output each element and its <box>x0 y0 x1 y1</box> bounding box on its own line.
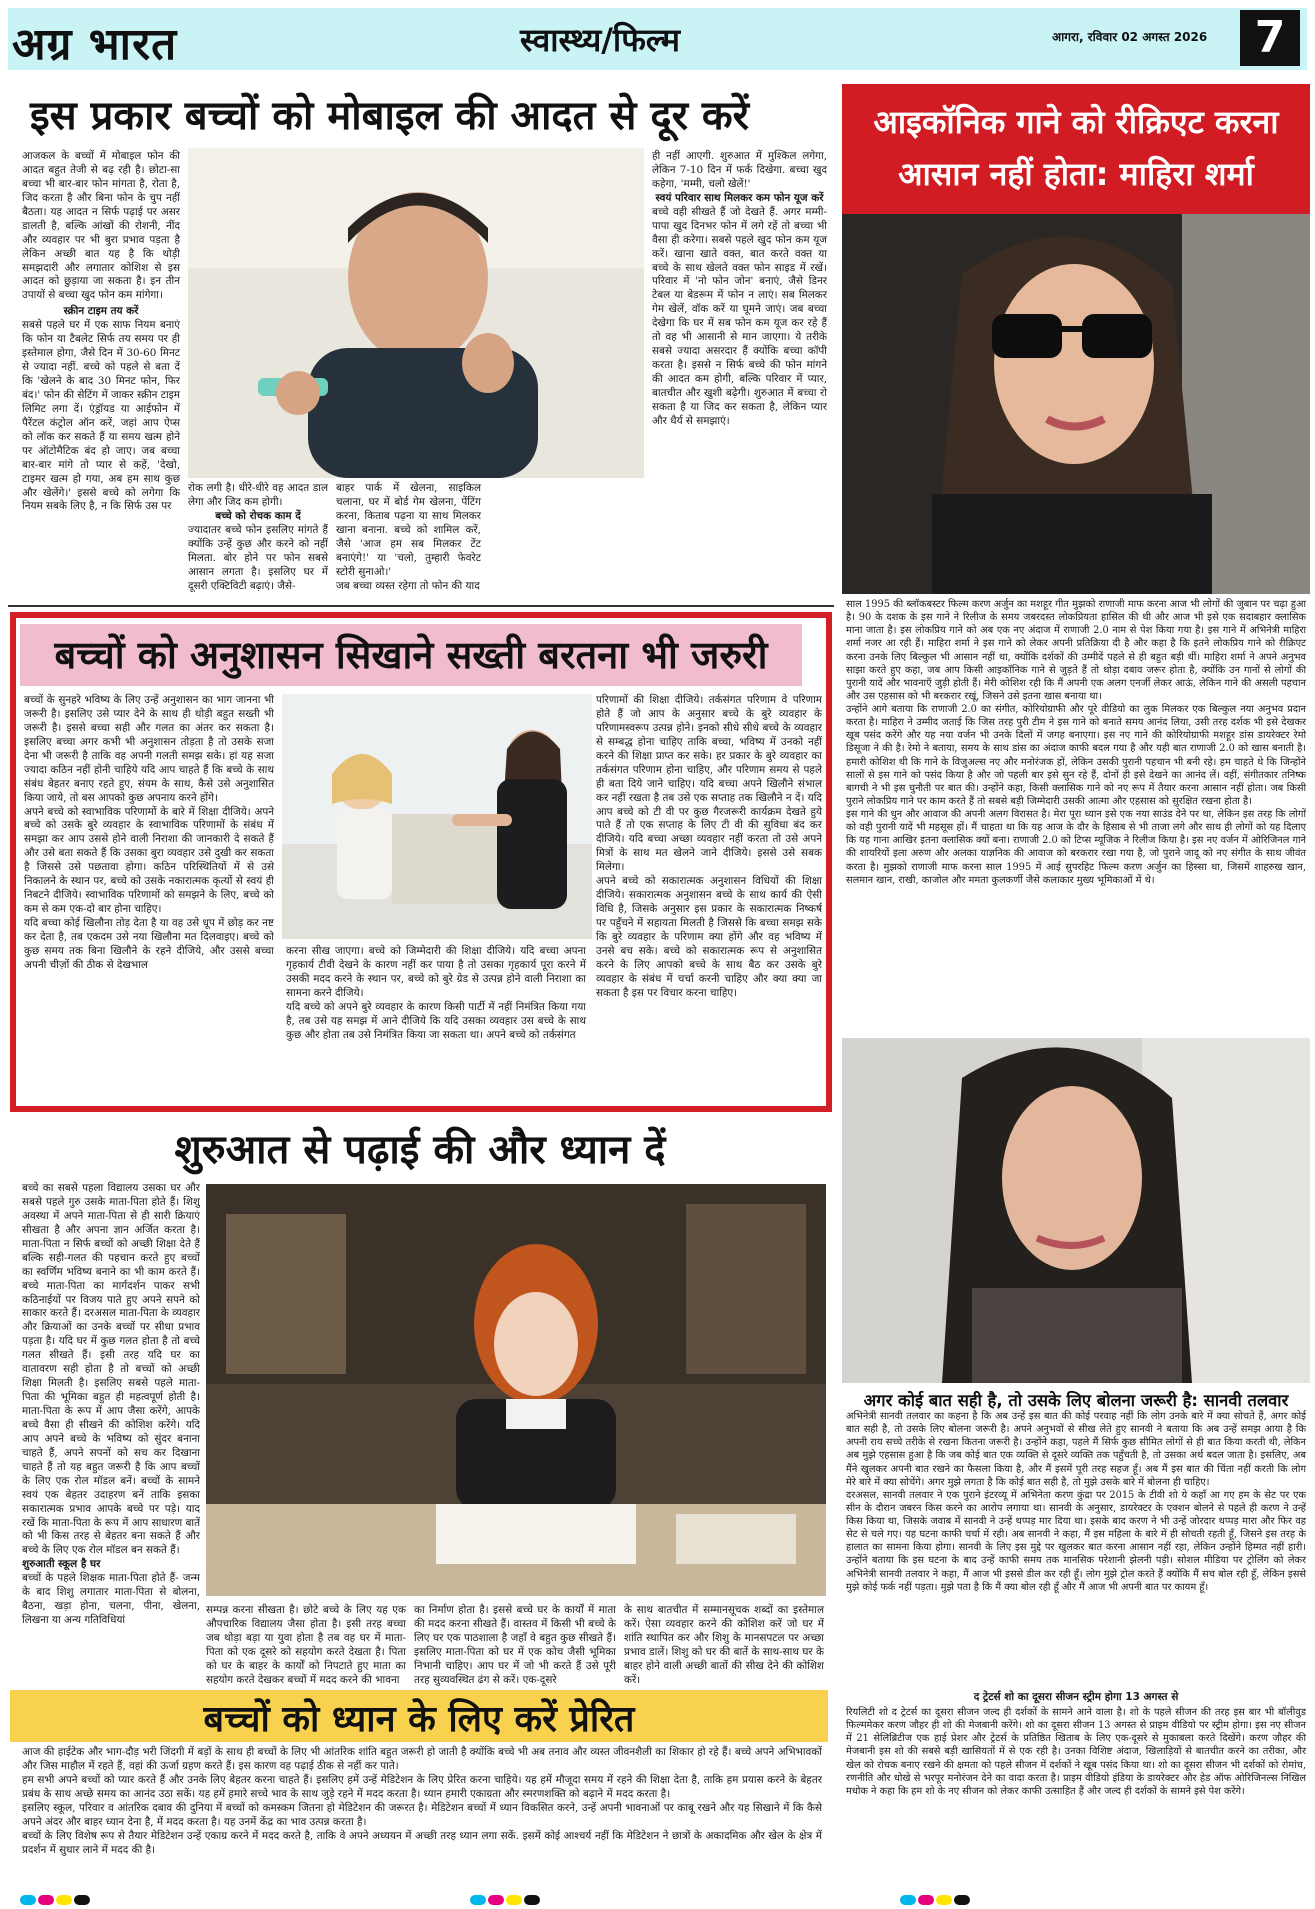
story1-column-2 <box>188 482 328 602</box>
story1-col3-text: बाहर पार्क में खेलना, साइकिल चलाना, घर में बोर्ड गेम खेलना, पेंटिंग करना, किताब पढ़ना या साथ मिलकर खाना बनाना. बच्चे को शामिल करें, जैसे 'आज हम सब मिलकर टेंट बनाएंगे!' या 'चलो, तुम्हारी फेवरेट स्टोरी सुनाओ।' <box>336 482 481 578</box>
story3-column-1 <box>22 1182 200 1682</box>
story1-col1b-text: सबसे पहले घर में एक साफ नियम बनाएं कि फोन या टैबलेट सिर्फ तय समय पर ही इस्तेमाल होगा, जैसे दिन में 30-60 मिनट से ज्यादा नहीं. बच्चे को पहले से बता दें कि 'खेलने के बाद 30 मिनट फोन, फिर बंद।' फोन की सेटिंग में जाकर स्क्रीन टाइम लिमिट लगा दें। एंड्रॉयड या आईफोन में पैरेंटल कंट्रोल ऑन करें, जहां आप ऐप्स को लॉक कर सकते हैं या समय खत्म होने पर ऑटोमैटिक बंद हो जाए। जब बच्चा बार-बार मांगे तो प्यार से कहें, 'देखो, टाइमर खत्म हो गया, अब हम साथ कुछ और खेलेंगे।' इससे बच्चे को लगेगा कि नियम सबके लिए है, न कि सिर्फ उस पर <box>22 319 180 513</box>
newspaper-name: अग्र भारत <box>12 19 178 70</box>
story1-column-1 <box>22 150 180 600</box>
story2-column-3 <box>596 694 822 1102</box>
story2-column-1 <box>24 694 274 1102</box>
story1-headline: इस प्रकार बच्चों को मोबाइल की आदत से दूर करें <box>30 93 749 139</box>
right2-photo-sanvi-talwar <box>842 1038 1310 1383</box>
story1-column-4 <box>652 150 827 600</box>
right2-body-traitors <box>846 1706 1306 1876</box>
story2-col2-text: करना सीख जाएगा। बच्चे को जिम्मेदारी की शिक्षा दीजिये। यदि बच्चा अपना गृहकार्य टीवी देखने के कारण नहीं कर पाया है तो उसका गृहकार्य पूरा करने में उसकी मदद करने के स्थान पर, बच्चे को बुरे ग्रेड से उत्पन्न होने वाली निराशा का सामना करने दीजिये। <box>286 945 586 999</box>
right1-headline: आइकॉनिक गाने को रीक्रिएट करना आसान नहीं होता: माहिरा शर्मा <box>873 103 1279 193</box>
story3-headline: शुरुआत से पढ़ाई की और ध्यान दें <box>174 1127 666 1173</box>
story2-col1-text: बच्चों के सुनहरे भविष्य के लिए उन्हें अनुशासन का भाग जानना भी जरूरी है। इसलिए उसे प्यार देने के साथ ही थोड़ी बहुत सख्ती भी जरूरी है। इससे बच्चा सही और गलत का अंतर कर सकता है। इसलिए बच्चा अगर कभी भी अनुशासन तोड़ता है तो उसके सजा देना भी जरूरी है ताकि वह अपनी गलती समझ सके। हां यह सजा ज्यादा कठिन नहीं होनी चाहिये यदि आप चाहते हैं कि बच्चे के साथ संबंध बेहतर बनाए रहते हुए, संयम के साथ, कैसे उसे अनुशासित किया जाये, तो बस आपको कुछ अपनाय करने होंगे। <box>24 694 274 804</box>
print-registration-marks <box>900 1890 972 1902</box>
story4-para-1: आज की हाईटेक और भाग-दौड़ भरी जिंदगी में बड़ों के साथ ही बच्चों के लिए भी आंतरिक शांति बहुत जरूरी हो जाती है क्योंकि बच्चे भी अब तनाव और व्यस्त जीवनशैली का शिकार हो रहे हैं। बच्चे अपने अभिभावकों और जिस माहौल में रहते हैं, वहां की ऊर्जा ग्रहण करते हैं। इस कारण वह पढ़ाई ठीक से नहीं कर पाते। <box>22 1746 822 1772</box>
story3-col2-text: सम्पन्न करना सीखता है। छोटे बच्चे के लिए यह एक औपचारिक विद्यालय जैसा होता है। इसी तरह बच्चा जब थोड़ा बड़ा या युवा होता है तब वह घर में माता-पिता को एक दूसरे को सहयोग करते देखता है। पिता को घर के बाहर के कार्यों को निपटाते हुए माता का सहयोग करते देखकर बच्चों में मदद करने की भावना <box>206 1604 406 1686</box>
story4-body <box>22 1746 822 1876</box>
story4-headline: बच्चों को ध्यान के लिए करें प्रेरित <box>203 1699 635 1740</box>
story3-col4-text: के साथ बातचीत में सम्मानसूचक शब्दों का इस्तेमाल करें। ऐसा व्यवहार करने की कोशिश करें जो घर में शांति स्थापित कर और शिशु के मानसपटल पर अच्छा प्रभाव डालें। शिशु को घर की बातें के साथ-साथ घर के बाहर होने वाली अच्छी बातों की सीख देने की कोशिश करें। <box>624 1604 824 1686</box>
story1-col1-text: आजकल के बच्चों में मोबाइल फोन की आदत बहुत तेजी से बढ़ रही है। छोटा-सा बच्चा भी बार-बार फोन मांगता है, रोता है, जिद करता है और बिना फोन के चुप नहीं बैठता। यह आदत न सिर्फ पढ़ाई पर असर डालती है, बल्कि आंखों की रोशनी, नींद और व्यवहार पर भी बुरा प्रभाव पड़ता है लेकिन अच्छी बात यह है कि थोड़ी समझदारी और लगातार कोशिश से इस आदत को छुड़ाया जा सकता है। इन तीन उपायों से बच्चा खुद फोन कम मांगेगा। <box>22 150 180 302</box>
story3-col3-text: का निर्माण होता है। इससे बच्चे घर के कार्यों में माता की मदद करना सीखते हैं। वास्तव में किसी भी बच्चे के लिए घर एक पाठशाला है जहाँ वे बहुत कुछ सीखते हैं। इसलिए माता-पिता को घर में एक कोच जैसी भूमिका निभानी चाहिए। आप घर में जो भी करते हैं उसे पूरी तरह सुव्यवस्थित ढंग से करें। एक-दूसरे <box>414 1604 616 1686</box>
story3-column-3 <box>414 1604 616 1684</box>
right2-para-1: अभिनेत्री सानवी तलवार का कहना है कि अब उन्हें इस बात की कोई परवाह नहीं कि लोग उनके बारे में क्या सोचते हैं, अगर कोई बात सही है, तो उसके लिए बोलना जरूरी है। अपने अनुभवों से सीख लेते हुए सानवी ने बताया कि अब उन्हें समझ आया है कि अपनी राय सच्चे तरीके से रखना कितना जरूरी है। उन्होंने कहा, पहले मैं सिर्फ कुछ सीमित लोगों से ही बात किया करती थी, लेकिन अब मुझे एहसास हुआ है कि जब कोई बात एक व्यक्ति से दूसरे व्यक्ति तक पहुँचती है, तो उसका अर्थ बदल जाता है। इसलिए, अब मैंने खुलकर अपनी बात रखने का फैसला किया है, और मैं इसमें पूरी तरह सहज हूँ। अब मैं इस बात की चिंता नहीं करती कि लोग मेरे बारे में क्या सोचेंगे। अगर मुझे लगता है कि कोई बात सही है, तो मुझे उसके बारे में बोलना ही चाहिए। <box>846 1411 1306 1488</box>
section-title: स्वास्थ्य/फिल्म <box>520 21 681 59</box>
right1-body <box>846 598 1306 1028</box>
story1-col4-text: ही नहीं आएगी. शुरुआत में मुश्किल लगेगा, लेकिन 7-10 दिन में फर्क दिखेगा. बच्चा खुद कहेगा, 'मम्मी, चलो खेलें!' <box>652 150 827 190</box>
story3-photo-girl-studying <box>206 1184 826 1596</box>
story-divider <box>8 605 834 607</box>
print-registration-marks <box>470 1890 542 1902</box>
right1-para-2: उन्होंने आगे बताया कि राणाजी 2.0 का संगीत, कोरियोग्राफी और पूरे वीडियो का लुक मिलकर एक बिल्कुल नया अनुभव प्रदान करता है। माहिरा ने उम्मीद जताई कि जिस तरह पुरी टीम ने इस गाने को बनाते समय आनंद लिया, उसी तरह दर्शक भी इसे देखकर खूब पसंद करेंगे और यह नया वर्जन भी उनके दिलों में जगह बनाएगा। इस नए गाने की कोरियोग्राफी मशहूर डांस डायरेक्टर रेमो डिसूजा ने की है। रेमो ने बताया, समय के साथ डांस का अंदाज काफी बदल गया है और यही बात राणाजी 2.0 को खास बनाती है। हमारी कोशिश थी कि गाने के विजुअल्स नए और मनोरंजक हों, लेकिन उसकी पुरानी पहचान भी बनी रहे। हम चाहते थे कि जिन्होंने सालों से इस गाने को पसंद किया है और जो पहली बार इसे सुन रहे हैं, दोनों ही इसे देखने का आनंद लें। वहीं, संगीतकार तनिष्क बागची ने भी इस चुनौती पर बात की। उन्होंने कहा, किसी क्लासिक गाने को नए रूप में तैयार करना आसान नहीं होता। जब किसी पुराने लोकप्रिय गाने पर काम करते हैं तो सबसे बड़ी जिम्मेदारी उसकी आत्मा और एहसास को सुरक्षित रखना होता है। <box>846 704 1306 807</box>
issue-date: आगरा, रविवार 02 अगस्त 2026 <box>1052 30 1208 44</box>
right2-subheadline: द ट्रेटर्स शो का दूसरा सीजन स्ट्रीम होगा 13 अगस्त से <box>973 1691 1179 1703</box>
story2-col3-text: परिणामों की शिक्षा दीजिये। तर्कसंगत परिणाम वे परिणाम होते हैं जो आप के अनुसार बच्चे के बुरे व्यवहार के परिणामस्वरूप उत्पन्न होने। इनको सीधे सीधे बच्चे के व्यवहार से सम्बद्ध होना चाहिए ताकि बच्चा, भविष्य में उनको नहीं करने की शिक्षा प्राप्त कर सके। हर प्रकार के बुरे व्यवहार का तर्कसंगत परिणाम होना चाहिए, और परिणाम समय से पहले ही बता दिये जाने चाहिए। यदि बच्चा अपने खिलौने संभाल कर नहीं रखता है तब उसे एक सप्ताह तक खिलौने न दें। यदि आप बच्चे को टी वी पर कुछ गैरजरूरी कार्यक्रम देखते हुये पाते हैं तो एक सप्ताह के लिए टी वी की सुविधा बंद कर दीजिये। यदि बच्चा अच्छा व्यवहार नहीं करता तो उसे अपने मित्रों के साथ मत खेलने जाने दीजिये। इससे उसे सबक मिलेगा। <box>596 694 822 874</box>
story2-col2b-text: यदि बच्चे को अपने बुरे व्यवहार के कारण किसी पार्टी में नहीं निमंत्रित किया गया है, तब उसे यह समझ में आने दीजिये कि यदि उसका व्यवहार उस बच्चे के साथ कुछ और होता तब उसे निमंत्रित किया जा सकता था। अपने बच्चे को तर्कसंगत <box>286 1000 586 1041</box>
story1-col4b-text: बच्चे वही सीखते हैं जो देखते हैं. अगर मम्मी-पापा खुद दिनभर फोन में लगे रहें तो बच्चा भी वैसा ही करेगा। सबसे पहले खुद फोन कम यूज करें। खाना खाते वक्त, बात करते वक्त या बच्चे के साथ खेलते वक्त फोन साइड में रखें। परिवार में 'नो फोन जोन' बनाएं, जैसे डिनर टेबल या बेडरूम में फोन न लाएं। सब मिलकर गेम खेलें, वॉक करें या घूमने जाएं। जब बच्चा देखेगा कि घर में सब फोन कम यूज कर रहे हैं तो वह भी आसानी से मान जाएगा। ये तरीके सबसे ज्यादा असरदार हैं क्योंकि बच्चा कॉपी करता है। इससे न सिर्फ बच्चे की फोन मांगने की आदत कम होगी, बल्कि परिवार में प्यार, बातचीत और खुशी बढ़ेगी। शुरुआत में बच्चा रो सकता है या जिद कर सकता है, लेकिन प्यार और धैर्य से समझाएं। <box>652 205 827 427</box>
story1-subhead-family: स्वयं परिवार साथ मिलकर कम फोन यूज करें <box>655 191 824 204</box>
story2-col1b-text: अपने बच्चे को स्वाभाविक परिणामों के बारे में शिक्षा दीजिये। अपने बच्चे को उसके बुरे व्यवहार के स्वाभाविक परिणामों के संबंध में समझा कर आप उससे होने वाली निराशा की जानकारी दे सकते हैं और उसे बता सकते हैं कि उसका बुरा व्यवहार उसे दुखी कर सकता है जिससे उसे पछतावा होगा। कठिन परिस्थितियों में से उसे निकालने के स्थान पर, बच्चे को उसके नकारात्मक कृत्यों से स्वयं ही निबटने दीजिये। स्वाभाविक परिणामों को समझने के लिए, बच्चे को कम से कम एक-दो बार होना चाहिए। <box>24 805 274 916</box>
story1-col3b-text: जब बच्चा व्यस्त रहेगा तो फोन की याद <box>336 579 480 592</box>
story1-photo-boy-with-phone <box>188 148 644 478</box>
right2-para-2: दरअसल, सानवी तलवार ने एक पुराने इंटरव्यू में अभिनेता करण कुंद्रा पर 2015 के टीवी शो ये कहाँ आ गए हम के सेट पर एक सीन के दौरान जबरन किस करने का आरोप लगाया था। सानवी के अनुसार, डायरेक्टर के एक्शन बोलने से पहले ही करण ने उन्हें किस किया था, जिसके जवाब में सानवी ने उन्हें थप्पड़ मार दिया था। इसके बाद करण ने भी उन्हें जोरदार थप्पड़ मारा और फिर वह सेट से चले गए। यह घटना काफी चर्चा में रही। अब सानवी ने कहा, मैं इस महिला के बारे में ही सोचती रहती हूँ, जिसने इस तरह के हालात का सामना किया होगा। सानवी के लिए इस मुद्दे पर खुलकर बात करना आसान नहीं रहा, लेकिन उन्होंने हिम्मत नहीं हारी। उन्होंने बताया कि इस घटना के बाद उन्हें काफी समय तक मानसिक परेशानी झेलनी पड़ी। सोशल मीडिया पर ट्रोलिंग को लेकर अभिनेत्री सानवी तलवार ने कहा, मैं आज भी इससे डील कर रही हूँ। लोग मुझे ट्रोल करते हैं क्योंकि मैं सच बोल रही हूँ, लेकिन इससे मुझे कोई फर्क नहीं पड़ता। मुझे पता है कि मैं क्या बोल रही हूँ और मैं आज भी अपनी बात पर कायम हूँ। <box>846 1489 1306 1593</box>
page-number: 7 <box>1240 10 1300 66</box>
story1-column-3 <box>336 482 481 602</box>
right2-headline: अगर कोई बात सही है, तो उसके लिए बोलना जरूरी है: सानवी तलवार <box>863 1391 1289 1410</box>
story4-para-2: हम सभी अपने बच्चों को प्यार करते हैं और उनके लिए बेहतर करना चाहते हैं। इसलिए हमें उन्हें मेडिटेशन के लिए प्रेरित करना चाहिये। यह हमें मौजूदा समय में रहने की शिक्षा देता है, ताकि हम प्रयास करने के बेहतर प्रबंध के साथ अच्छे समय का आनंद उठा सकें। यह हमें हमारे सच्चे भाव के साथ जुड़े रहने में मदद करता है। ध्यान हमारी एकाग्रता और स्मरणशक्ति को बढ़ाने में मदद करता है। <box>22 1773 822 1800</box>
story3-column-2 <box>206 1604 406 1684</box>
story1-col2-text: रोक लगी है। धीरे-धीरे वह आदत डाल लेगा और जिद कम होगी। <box>188 482 328 508</box>
story1-subhead-screen-time: स्क्रीन टाइम तय करें <box>63 305 139 318</box>
print-registration-marks <box>20 1890 92 1902</box>
story3-col1b-text: बच्चों के पहले शिक्षक माता-पिता होते हैं- जन्म के बाद शिशु लगातार माता-पिता से बोलना, बैठना, खड़ा होना, चलना, पीना, खेलना, लिखना या अन्य गतिविधियां <box>22 1572 200 1627</box>
right2-body <box>846 1410 1306 1686</box>
story2-photo-mother-scolding <box>282 694 592 939</box>
right1-para-3: इस गाने की धुन और आवाज की अपनी अलग विरासत है। मेरा पूरा ध्यान इसे एक नया साउंड देने पर था, लेकिन इस तरह कि लोगों को वही पुरानी यादें भी महसूस हों। मैं चाहता था कि यह आज के दौर के हिसाब से भी ताजा लगे और साथ ही लोगों को यह दिलाए कि यह गाना आखिर इतना क्लासिक क्यों बना। राणाजी 2.0 को टिप्स म्यूजिक ने रिलीज किया है। इस नए वर्जन में ओरिजिनल गाने की शायरियों इला अरुण और अलका याज्ञनिक की आवाज को बरकरार रखा गया है, जो पुराने जादू को नए संगीत के साथ जीवंत करता है। मुझको राणाजी माफ करना साल 1995 में आई सुपरहिट फिल्म करण अर्जुन का हिस्सा था, जिसमें शाहरुख खान, सलमान खान, राखी, काजोल और ममता कुलकर्णी जैसे कलाकार मुख्य भूमिकाओं में थे। <box>846 809 1307 886</box>
story3-subhead-home-school: शुरुआती स्कूल है घर <box>22 1558 101 1571</box>
right2-para-3: रियलिटी शो द ट्रेटर्स का दूसरा सीजन जल्द ही दर्शकों के सामने आने वाला है। शो के पहले सीजन की तरह इस बार भी बॉलीवुड फिल्ममेकर करण जौहर ही शो की मेजबानी करेंगे। शो का दूसरा सीजन 13 अगस्त से प्राइम वीडियो पर स्ट्रीम होगा। इस नए सीजन में 21 सेलिब्रिटीज एक हाई प्रेशर और ट्रेटर्स के प्रतिष्ठित खिताब के लिए एक-दूसरे से मुकाबला करते दिखेंगे। करण जौहर की मेजबानी इस शो की सबसे बड़ी खासियतों में से एक रही है। उनका विशिष्ट अंदाज, खिलाड़ियों से बातचीत करने का तरीका, और खेल को रोचक बनाए रखने की क्षमता को पहले सीजन में दर्शकों ने खूब पसंद किया था। शो का दूसरा सीजन भी दर्शकों को रोमांच, रणनीति और धोखे से भरपूर मनोरंजन देने का वादा करता है। प्राइम वीडियो इंडिया के डायरेक्टर और हेड ऑफ ओरिजिनल्स निखिल मधोक ने कहा कि हम शो के नए सीजन को लेकर काफी उत्साहित हैं और जल्द ही दर्शकों के सामने इसे पेश करेंगे। <box>846 1707 1306 1797</box>
story2-col3b-text: अपने बच्चे को सकारात्मक अनुशासन विधियों की शिक्षा दीजिये। सकारात्मक अनुशासन बच्चे के साथ कार्य की ऐसी विधि है, जिसके अनुसार इस प्रकार के सकारात्मक निष्कर्ष पर पहुँचने में सहायता मिलती है जिससे कि बच्चा समझ सके कि बुरे व्यवहार के परिणाम क्या होंगे और वह भविष्य में उनसे बच सके। बच्चे को सकारात्मक रूप से अनुशासित करने के लिए आपको बच्चे के साथ बैठ कर उसके बुरे व्यवहार के संबंध में चर्चा करनी चाहिए और क्या क्या जा सकता है इस पर विचार करना चाहिए। <box>596 875 822 999</box>
story3-col1-text: बच्चे का सबसे पहला विद्यालय उसका घर और सबसे पहले गुरु उसके माता-पिता होते हैं। शिशु अवस्था में अपने माता-पिता से ही सारी क्रियाएं सीखता है और अपना ज्ञान अर्जित करता है। माता-पिता न सिर्फ बच्चों को अच्छी शिक्षा देते हैं बल्कि सही-गलत की पहचान करते हुए बच्चों का स्वर्णिम भविष्य बनाने का भी काम करते हैं। बच्चे माता-पिता का मार्गदर्शन पाकर सभी कठिनाईयों पर विजय पाते हुए अपने सपने को साकार करते हैं। दरअसल माता-पिता के व्यवहार और क्रियाओं का उनके बच्चों पर सीधा प्रभाव पड़ता है। यदि घर में कुछ गलत होता है तो बच्चे गलत सीखते हैं। इसी तरह यदि घर का वातावरण सही होता है तो बच्चों को अच्छी शिक्षा मिलती है। इसलिए सबसे पहले माता-पिता की भूमिका बहुत ही महत्वपूर्ण होती है। माता-पिता के रूप में आप जैसा करेंगे, आपके बच्चे वैसा ही सीखने की कोशिश करेंगे। यदि आप अपने बच्चे के भविष्य को सुंदर बनाना चाहते हैं, अपने सपनों को सच कर दिखाना चाहते हैं तो यह बहुत जरूरी है कि आप बच्चों के लिए एक रोल मॉडल बनें। बच्चों के सामने स्वयं एक बेहतर उदाहरण बनें ताकि इसका सकारात्मक प्रभाव आपके बच्चे पर पड़े। याद रखें कि माता-पिता के रूप में आप साधारण बातें को भी किस तरह से बेहतर बना सकते हैं और बच्चे के लिए एक रोल मॉडल बन सकते हैं। <box>22 1182 200 1557</box>
story1-col2b-text: ज्यादातर बच्चे फोन इसलिए मांगते हैं क्योंकि उन्हें कुछ और करने को नहीं मिलता. बोर होने पर फोन सबसे आसान लगता है। इसलिए घर में दूसरी एक्टिविटी बढ़ाएं। जैसे- <box>188 523 328 592</box>
story4-para-4: बच्चों के लिए विशेष रूप से तैयार मेडिटेशन उन्हें एकाग्र करने में मदद करते है, ताकि वे अपने अध्ययन में अच्छी तरह ध्यान लगा सकें. इसमें कोई आश्चर्य नहीं कि मेडिटेशन ने छात्रों के अकादमिक और खेल के क्षेत्र में प्रदर्शन में सुधार लाने में मदद की है। <box>22 1829 822 1856</box>
right1-photo-mahira-sharma <box>842 214 1310 594</box>
story2-column-2 <box>286 945 586 1103</box>
story3-column-4 <box>624 1604 824 1684</box>
right1-para-1: साल 1995 की ब्लॉकबस्टर फिल्म करण अर्जुन का मशहूर गीत मुझको राणाजी माफ करना आज भी लोगों की जुबान पर चढ़ा हुआ है। 90 के दशक के इस गाने ने रिलीज के समय जबरदस्त लोकप्रियता हासिल की थी और आज भी इसे एक सदाबहार क्लासिक माना जाता है। इस लोकप्रिय गाने को अब एक नए अंदाज में राणाजी 2.0 नाम से पेश किया गया है। इस गाने में अभिनेत्री माहिरा शर्मा नजर आ रही हैं। माहिरा शर्मा ने इस गाने को लेकर अपनी प्रतिक्रिया दी है और कहा है कि इतने लोकप्रिय गाने को रीक्रिएट करना उनके लिए बिल्कुल भी आसान नहीं था, क्योंकि दर्शकों की उम्मीदें पहले से ही बहुत बड़ी थीं। माहिरा शर्मा ने अपने अनुभव साझा करते हुए कहा, जब आप किसी आइकॉनिक गाने से जुड़ते हैं तो थोड़ा दबाव जरूर होता है, क्योंकि उन गानों से लोगों की पुरानी यादें और भावनाएँ जुड़ी होती हैं। मेरी कोशिश रही कि मैं अपनी एक अलग एनर्जी लेकर आऊं, लेकिन गाने की असली पहचान और उस एहसास को भी बरकरार रखूं, जिसने उसे इतना खास बनाया था। <box>846 599 1306 702</box>
story2-headline: बच्चों को अनुशासन सिखाने सख्ती बरतना भी जरुरी <box>20 624 802 686</box>
story1-subhead-activities: बच्चे को रोचक काम दें <box>215 509 301 522</box>
story4-para-3: इसलिए स्कूल, परिवार व आंतरिक दबाव की दुनिया में बच्चों को कमस्कम जितना हो मेडिटेशन की जरूरत है। मेडिटेशन बच्चों में ध्यान विकसित करने, उन्हें अपनी भावनाओं पर काबू रखने और यह सिखाने में कि कैसे अपने अंदर और बाहर ध्यान देना है, में मदद करता है। यह उनमें केंद्र का भाव उत्पन्न करता है। <box>22 1801 822 1828</box>
story2-col1c-text: यदि बच्चा कोई खिलौना तोड़ देता है या वह उसे धूप में छोड़ कर नष्ट कर देता है, तब एकदम उसे नया खिलौना मत दिलवाइए। बच्चे को कुछ समय तक बिना खिलौने के रहने दीजिये, और उससे बच्चा अपनी चीज़ों की ठीक से देखभाल <box>24 917 274 971</box>
